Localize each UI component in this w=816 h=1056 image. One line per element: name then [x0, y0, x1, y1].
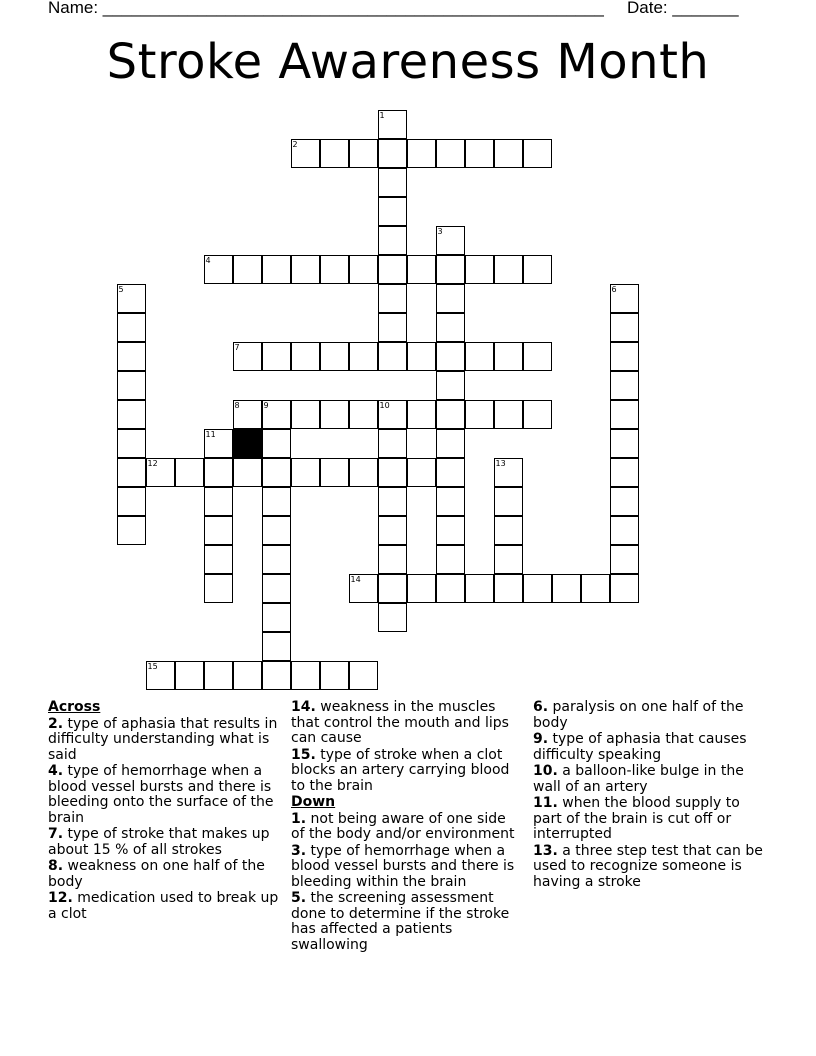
- clue-down-1: 1. not being aware of one side of the body and/or environment: [291, 810, 515, 842]
- grid-cell[interactable]: [436, 313, 465, 342]
- grid-cell[interactable]: [407, 458, 436, 487]
- clue-number: 11: [205, 429, 216, 439]
- grid-cell[interactable]: [378, 139, 407, 168]
- grid-cell[interactable]: [436, 342, 465, 371]
- clue-down-9: 9. type of aphasia that causes difficulty speaking: [533, 731, 747, 763]
- grid-cell[interactable]: [349, 400, 378, 429]
- grid-cell[interactable]: [146, 661, 175, 690]
- grid-cell[interactable]: [349, 255, 378, 284]
- grid-cell[interactable]: [378, 255, 407, 284]
- grid-cell[interactable]: [407, 139, 436, 168]
- grid-cell[interactable]: [233, 458, 262, 487]
- grid-cell[interactable]: [523, 139, 552, 168]
- clue-number: 6: [611, 284, 617, 294]
- clue-number: 9: [263, 400, 269, 410]
- grid-cell[interactable]: [262, 342, 291, 371]
- grid-cell[interactable]: [407, 574, 436, 603]
- clue-number: 13: [495, 458, 506, 468]
- grid-cell[interactable]: [436, 284, 465, 313]
- grid-cell[interactable]: [349, 139, 378, 168]
- clue-number: 5: [118, 284, 124, 294]
- grid-cell[interactable]: [320, 400, 349, 429]
- name-blank[interactable]: _____________________________________________________: [102, 0, 604, 17]
- grid-cell[interactable]: [465, 139, 494, 168]
- grid-cell[interactable]: [320, 342, 349, 371]
- grid-cell[interactable]: [465, 342, 494, 371]
- grid-cell[interactable]: [378, 168, 407, 197]
- grid-cell[interactable]: [610, 487, 639, 516]
- clues-column-2: [291, 700, 523, 954]
- grid-cell[interactable]: [378, 545, 407, 574]
- grid-cell[interactable]: [262, 603, 291, 632]
- grid-cell[interactable]: [378, 516, 407, 545]
- grid-cell[interactable]: [117, 400, 146, 429]
- grid-cell[interactable]: [436, 226, 465, 255]
- clue-number: 15: [147, 661, 158, 671]
- clue-number: 10: [379, 400, 390, 410]
- clue-down-3: 3. type of hemorrhage when a blood vessel bursts and there is bleeding within the brain: [291, 842, 515, 890]
- grid-cell[interactable]: [117, 458, 146, 487]
- grid-cell[interactable]: [320, 255, 349, 284]
- grid-cell[interactable]: [262, 545, 291, 574]
- grid-cell[interactable]: [204, 661, 233, 690]
- grid-cell[interactable]: [378, 197, 407, 226]
- clues-column-3: [533, 700, 765, 891]
- grid-cell[interactable]: [262, 400, 291, 429]
- grid-cell[interactable]: [610, 458, 639, 487]
- grid-cell[interactable]: [610, 545, 639, 574]
- clue-across-7: 7. type of stroke that makes up about 15 % of all strokes: [48, 826, 270, 858]
- grid-cell[interactable]: [610, 574, 639, 603]
- grid-cell[interactable]: [146, 458, 175, 487]
- grid-cell[interactable]: [204, 574, 233, 603]
- clue-number: 8: [234, 400, 240, 410]
- grid-cell[interactable]: [610, 313, 639, 342]
- clue-down-5: 5. the screening assessment done to determine if the stroke has affected a patients swallowing: [291, 890, 510, 953]
- grid-cell[interactable]: [494, 139, 523, 168]
- clue-across-12: 12. medication used to break up a clot: [48, 890, 279, 922]
- grid-cell[interactable]: [291, 255, 320, 284]
- grid-cell[interactable]: [436, 516, 465, 545]
- grid-cell[interactable]: [436, 429, 465, 458]
- clue-across-8: 8. weakness on one half of the body: [48, 858, 265, 890]
- grid-cell[interactable]: [436, 139, 465, 168]
- grid-cell[interactable]: [117, 371, 146, 400]
- grid-cell[interactable]: [378, 429, 407, 458]
- grid-cell[interactable]: [117, 487, 146, 516]
- grid-cell[interactable]: [407, 255, 436, 284]
- grid-cell[interactable]: [378, 226, 407, 255]
- grid-cell[interactable]: [204, 545, 233, 574]
- date-blank[interactable]: _______: [672, 0, 739, 17]
- grid-cell[interactable]: [291, 458, 320, 487]
- grid-cell[interactable]: [378, 458, 407, 487]
- grid-cell[interactable]: [320, 139, 349, 168]
- grid-cell[interactable]: [378, 603, 407, 632]
- grid-cell[interactable]: [204, 516, 233, 545]
- grid-cell[interactable]: [117, 342, 146, 371]
- grid-cell[interactable]: [581, 574, 610, 603]
- grid-cell[interactable]: [320, 458, 349, 487]
- grid-cell[interactable]: [262, 255, 291, 284]
- clue-number: 2: [292, 139, 298, 149]
- grid-cell[interactable]: [262, 487, 291, 516]
- grid-cell[interactable]: [262, 516, 291, 545]
- grid-cell[interactable]: [117, 516, 146, 545]
- grid-cell[interactable]: [494, 516, 523, 545]
- clue-across-15: 15. type of stroke when a clot blocks an artery carrying blood to the brain: [291, 746, 510, 794]
- clue-number: 12: [147, 458, 158, 468]
- grid-cell[interactable]: [262, 632, 291, 661]
- grid-cell[interactable]: [262, 429, 291, 458]
- grid-cell[interactable]: [175, 661, 204, 690]
- grid-cell[interactable]: [204, 458, 233, 487]
- grid-cell[interactable]: [262, 458, 291, 487]
- grid-cell[interactable]: [233, 400, 262, 429]
- grid-cell[interactable]: [523, 400, 552, 429]
- clue-down-10: 10. a balloon-like bulge in the wall of an artery: [533, 763, 744, 795]
- grid-cell[interactable]: [204, 487, 233, 516]
- grid-cell[interactable]: [552, 574, 581, 603]
- grid-cell[interactable]: [291, 400, 320, 429]
- grid-cell[interactable]: [233, 342, 262, 371]
- grid-cell[interactable]: [262, 574, 291, 603]
- grid-cell[interactable]: [291, 342, 320, 371]
- grid-cell[interactable]: [494, 400, 523, 429]
- grid-cell[interactable]: [378, 400, 407, 429]
- clue-number: 7: [234, 342, 240, 352]
- grid-cell[interactable]: [610, 371, 639, 400]
- black-cell: [233, 429, 262, 458]
- grid-cell[interactable]: [610, 429, 639, 458]
- grid-cell[interactable]: [378, 342, 407, 371]
- grid-cell[interactable]: [291, 139, 320, 168]
- grid-cell[interactable]: [233, 661, 262, 690]
- grid-cell[interactable]: [204, 429, 233, 458]
- grid-cell[interactable]: [610, 516, 639, 545]
- grid-cell[interactable]: [523, 255, 552, 284]
- grid-cell[interactable]: [465, 400, 494, 429]
- grid-cell[interactable]: [436, 574, 465, 603]
- grid-cell[interactable]: [436, 487, 465, 516]
- clue-number: 4: [205, 255, 211, 265]
- grid-cell[interactable]: [349, 661, 378, 690]
- grid-cell[interactable]: [349, 458, 378, 487]
- grid-cell[interactable]: [175, 458, 204, 487]
- grid-cell[interactable]: [378, 284, 407, 313]
- clue-number: 1: [379, 110, 385, 120]
- grid-cell[interactable]: [407, 342, 436, 371]
- grid-cell[interactable]: [233, 255, 262, 284]
- grid-cell[interactable]: [436, 458, 465, 487]
- down-heading: Down: [291, 794, 336, 810]
- grid-cell[interactable]: [494, 342, 523, 371]
- grid-cell[interactable]: [436, 255, 465, 284]
- grid-cell[interactable]: [436, 545, 465, 574]
- grid-cell[interactable]: [494, 574, 523, 603]
- grid-cell[interactable]: [204, 255, 233, 284]
- grid-cell[interactable]: [262, 661, 291, 690]
- grid-cell[interactable]: [349, 574, 378, 603]
- clue-across-14: 14. weakness in the muscles that control the mouth and lips can cause: [291, 699, 509, 746]
- page-title: Stroke Awareness Month: [106, 34, 710, 90]
- clue-down-11: 11. when the blood supply to part of the brain is cut off or interrupted: [533, 795, 740, 842]
- grid-cell[interactable]: [291, 661, 320, 690]
- grid-cell[interactable]: [117, 429, 146, 458]
- grid-cell[interactable]: [436, 400, 465, 429]
- grid-cell[interactable]: [117, 313, 146, 342]
- grid-cell[interactable]: [378, 487, 407, 516]
- grid-cell[interactable]: [436, 371, 465, 400]
- grid-cell[interactable]: [378, 313, 407, 342]
- clue-across-2: 2. type of aphasia that results in difficulty understanding what is said: [48, 715, 278, 763]
- grid-cell[interactable]: [610, 342, 639, 371]
- date-label: Date:: [627, 0, 673, 17]
- name-label: Name:: [48, 0, 103, 17]
- grid-cell[interactable]: [407, 400, 436, 429]
- grid-cell[interactable]: [378, 574, 407, 603]
- clue-number: 3: [437, 226, 443, 236]
- clue-across-4: 4. type of hemorrhage when a blood vessel bursts and there is bleeding onto the surface of the brain: [48, 763, 274, 826]
- grid-cell[interactable]: [523, 574, 552, 603]
- clue-down-13: 13. a three step test that can be used to recognize someone is having a stroke: [533, 842, 763, 890]
- grid-cell[interactable]: [349, 342, 378, 371]
- across-heading: Across: [48, 699, 101, 715]
- grid-cell[interactable]: [610, 400, 639, 429]
- grid-cell[interactable]: [523, 342, 552, 371]
- grid-cell[interactable]: [494, 458, 523, 487]
- clues-column-1: [48, 700, 280, 923]
- grid-cell[interactable]: [494, 545, 523, 574]
- grid-cell[interactable]: [465, 255, 494, 284]
- grid-cell[interactable]: [378, 110, 407, 139]
- grid-cell[interactable]: [465, 574, 494, 603]
- grid-cell[interactable]: [320, 661, 349, 690]
- grid-cell[interactable]: [117, 284, 146, 313]
- grid-cell[interactable]: [494, 255, 523, 284]
- grid-cell[interactable]: [610, 284, 639, 313]
- clue-down-6: 6. paralysis on one half of the body: [533, 699, 744, 731]
- grid-cell[interactable]: [494, 487, 523, 516]
- clue-number: 14: [350, 574, 361, 584]
